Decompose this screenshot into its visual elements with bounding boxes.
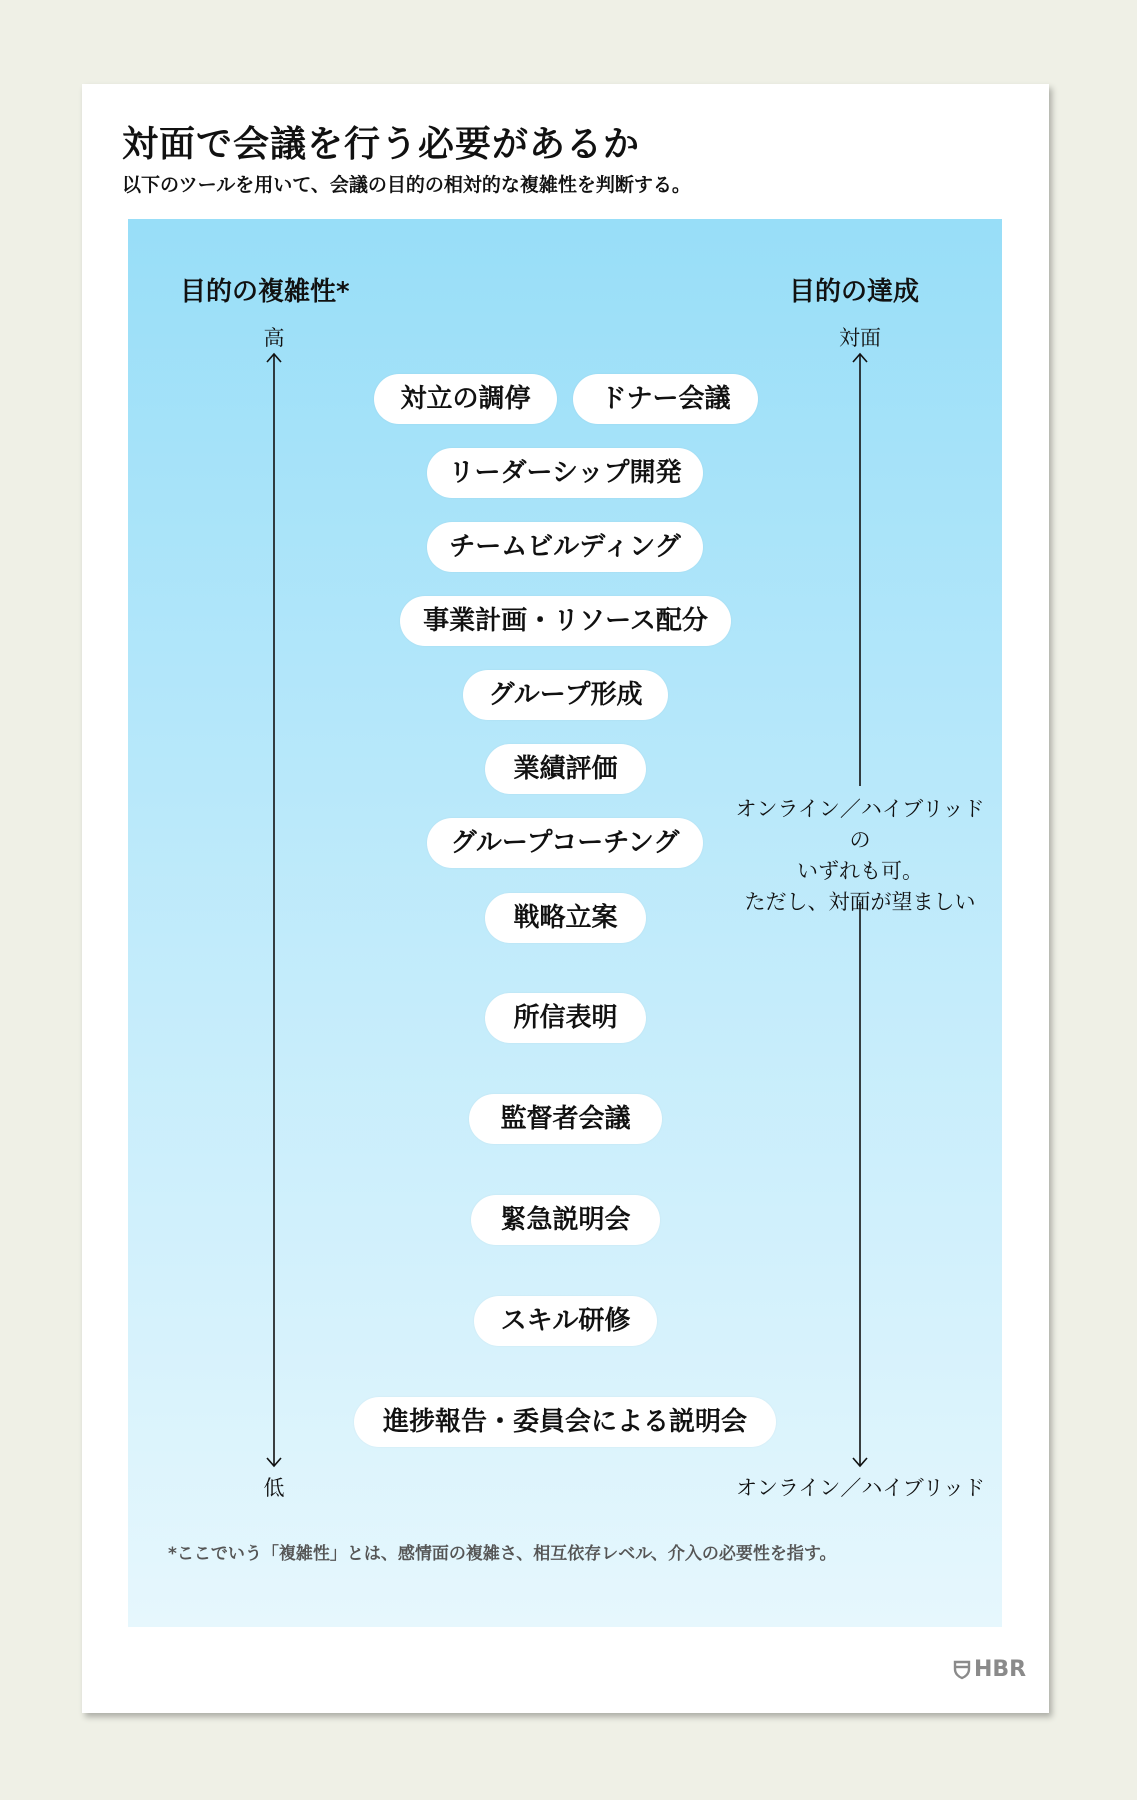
item-pill: 所信表明 [485,993,646,1043]
item-pill: チームビルディング [427,522,703,572]
item-pill: 戦略立案 [485,893,646,943]
item-pill: 業績評価 [485,744,646,794]
right-axis-title: 目的の達成 [789,277,920,307]
shield-icon [953,1660,971,1680]
item-pill: 対立の調停 [374,374,557,424]
page-title: 対面で会議を行う必要があるか [122,124,641,165]
item-pill: ドナー会議 [573,374,758,424]
logo-text: HBR [974,1657,1027,1682]
item-pill: 監督者会議 [469,1094,662,1144]
item-pill: グループコーチング [427,818,703,868]
left-axis-title: 目的の複雑性* [180,277,350,307]
right-axis-arrow-lower [850,900,870,1468]
right-axis-bottom-label: オンライン／ハイブリッド [736,1476,986,1500]
page-subtitle: 以下のツールを用いて、会議の目的の相対的な複雑性を判断する。 [122,174,691,196]
item-pill: グループ形成 [463,670,668,720]
right-axis-arrow-upper [850,352,870,788]
item-pill: スキル研修 [474,1296,657,1346]
item-pill: 進捗報告・委員会による説明会 [354,1397,776,1447]
left-axis-bottom-label: 低 [263,1476,285,1500]
footnote: *ここでいう「複雑性」とは、感情面の複雑さ、相互依存レベル、介入の必要性を指す。 [168,1544,837,1564]
item-pill: 事業計画・リソース配分 [400,596,731,646]
right-axis-top-label: 対面 [839,326,881,350]
left-axis-top-label: 高 [263,326,285,350]
item-pill: 緊急説明会 [471,1195,660,1245]
item-pill: リーダーシップ開発 [427,448,703,498]
hbr-logo [953,1657,1026,1682]
right-axis-middle-label: オンライン／ハイブリッドの いずれも可。 ただし、対面が望ましい [735,797,985,914]
left-axis-arrow-line [264,352,284,1468]
